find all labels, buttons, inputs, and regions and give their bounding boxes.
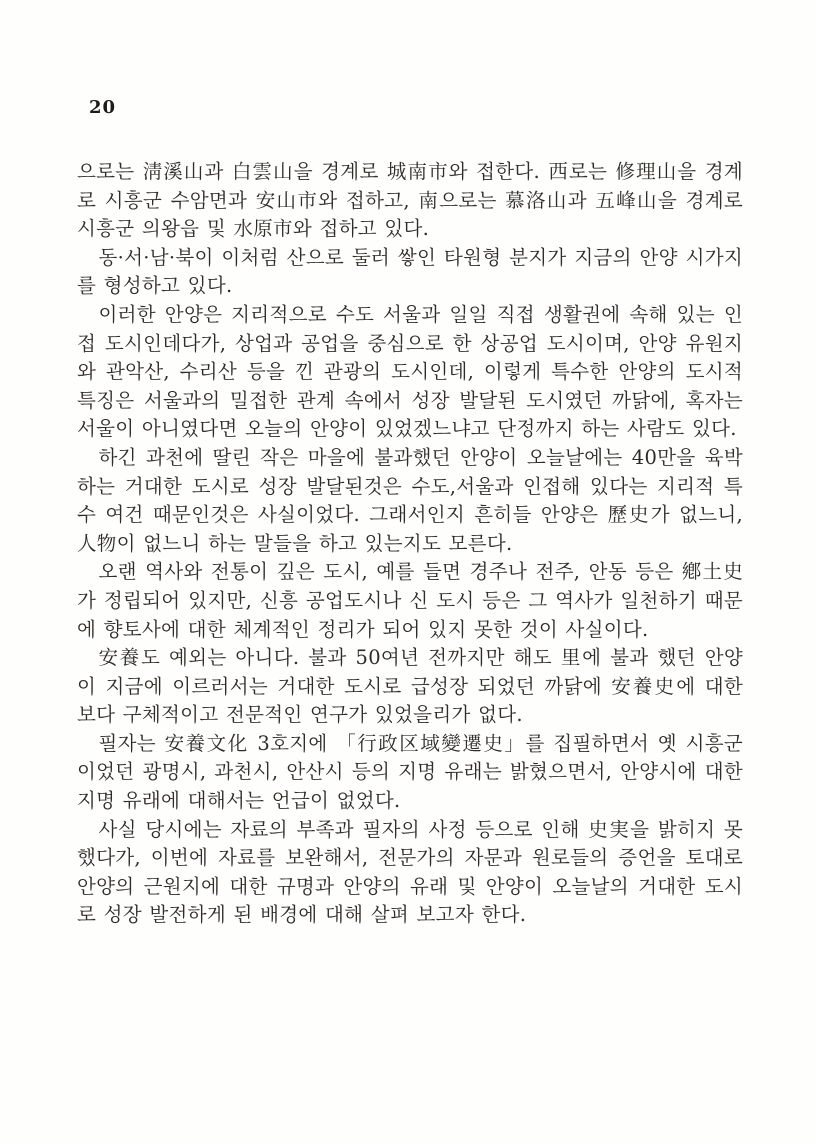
paragraph: 사실 당시에는 자료의 부족과 필자의 사정 등으로 인해 史実을 밝히지 못했다가, 이번에 자료를 보완해서, 전문가의 자문과 원로들의 증언을 토대로 안양의 근원지에 대한 규명과 안양의 유래 및 안양이 오늘날의 거대한 도시로 성장 발전하게 된 배경에 대해 살펴 보고자 한다. — [77, 817, 743, 927]
paragraph: 하긴 과천에 딸린 작은 마을에 불과했던 안양이 오늘날에는 40만을 육박하는 거대한 도시로 성장 발달된것은 수도,서울과 인접해 있다는 지리적 특수 여건 때문인것은 사실이었다. 그래서인지 흔히들 안양은 歷史가 없느니, 人物이 없느니 하는 말들을 하고 있는지도 모른다. — [77, 445, 743, 555]
paragraph: 오랜 역사와 전통이 깊은 도시, 예를 들면 경주나 전주, 안동 등은 鄕土史가 정립되어 있지만, 신흥 공업도시나 신 도시 등은 그 역사가 일천하기 때문에 향토사에 대한 체계적인 정리가 되어 있지 못한 것이 사실이다. — [77, 560, 743, 641]
paragraph: 필자는 安養文化 3호지에 「行政区域變遷史」를 집필하면서 옛 시흥군 이었던 광명시, 과천시, 안산시 등의 지명 유래는 밝혔으면서, 안양시에 대한 지명 유래에 대해서는 언급이 없었다. — [77, 731, 743, 813]
paragraph: 동·서·남·북이 이처럼 산으로 둘러 쌓인 타원형 분지가 지금의 안양 시가지를 형성하고 있다. — [77, 245, 743, 298]
paragraph-continuation: 으로는 淸溪山과 白雲山을 경계로 城南市와 접한다. 西로는 修理山을 경계로 시흥군 수암면과 安山市와 접하고, 南으로는 慕洛山과 五峰山을 경계로 시흥군 의왕읍 및 水原市와 접하고 있다. — [77, 160, 743, 241]
paragraph: 이러한 안양은 지리적으로 수도 서울과 일일 직접 생활권에 속해 있는 인접 도시인데다가, 상업과 공업을 중심으로 한 상공업 도시이며, 안양 유원지와 관악산, 수리산 등을 낀 관광의 도시인데, 이렇게 특수한 안양의 도시적 특징은 서울과의 밀접한 관계 속에서 성장 발달된 도시였던 까닭에, 혹자는 서울이 아니였다면 오늘의 안양이 있었겠느냐고 단정까지 하는 사람도 있다. — [77, 302, 743, 441]
body-text — [77, 158, 743, 930]
paragraph: 安養도 예외는 아니다. 불과 50여년 전까지만 해도 里에 불과 했던 안양이 지금에 이르러서는 거대한 도시로 급성장 되었던 까닭에 安養史에 대한 보다 구체적이고 전문적인 연구가 있었을리가 없다. — [77, 646, 743, 727]
page-number: 20 — [89, 97, 117, 118]
